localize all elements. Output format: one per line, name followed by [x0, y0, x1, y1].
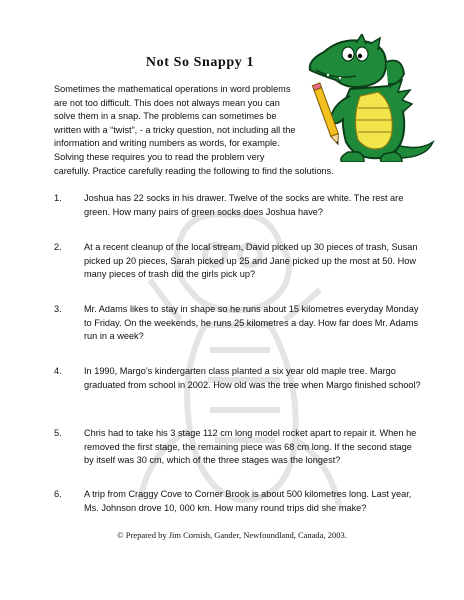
- question-number: 2.: [54, 242, 62, 252]
- question-number: 3.: [54, 304, 62, 314]
- question-text: In 1990, Margo’s kindergarten class planted a six year old maple tree. Margo graduated from school in 2002. How old was the tree when Margo finished school?: [84, 366, 421, 390]
- question-text: Mr. Adams likes to stay in shape so he runs about 15 kilometres everyday Monday to Friday. On the weekends, he runs 25 kilometres a day. How far does Mr. Adams run in a week?: [84, 304, 419, 342]
- question-number: 6.: [54, 489, 62, 499]
- question-number: 5.: [54, 428, 62, 438]
- question-text: Joshua has 22 socks in his drawer. Twelve of the socks are white. The rest are green. How many pairs of green socks does Joshua have?: [84, 193, 404, 217]
- question-number: 1.: [54, 193, 62, 203]
- question-text: Chris had to take his 3 stage 112 cm long model rocket apart to repair it. When he removed the first stage, the remaining piece was 68 cm long. If the second stage by itself was 30 cm, which of the three stages was the longest?: [84, 428, 417, 466]
- intro-paragraph: Sometimes the mathematical operations in word problems are not too difficult. This does not always mean you can solve them in a snap. The problems can sometimes be written with a “twist”, - a tricky question, not including all the information and writing numbers as words, for example. Solving these requires you to read the problem very: [54, 84, 296, 162]
- question-number: 4.: [54, 366, 62, 376]
- question-text: At a recent cleanup of the local stream, David picked up 30 pieces of trash, Susan picked up 20 pieces, Sarah picked up 25 and Jane picked up the most at 50. How many pieces of trash did the girls pick up?: [84, 242, 418, 280]
- copyright-footer: © Prepared by Jim Cornish, Gander, Newfoundland, Canada, 2003.: [117, 530, 347, 540]
- question-text: A trip from Craggy Cove to Corner Brook is about 500 kilometres long. Last year, Ms. Johnson drove 10, 000 km. How many round trips did she make?: [84, 489, 412, 513]
- dragon-with-pencil-icon: [298, 34, 436, 162]
- intro-paragraph-end: carefully. Practice carefully reading the following to find the solutions.: [54, 166, 334, 176]
- worksheet-title: Not So Snappy 1: [145, 55, 255, 70]
